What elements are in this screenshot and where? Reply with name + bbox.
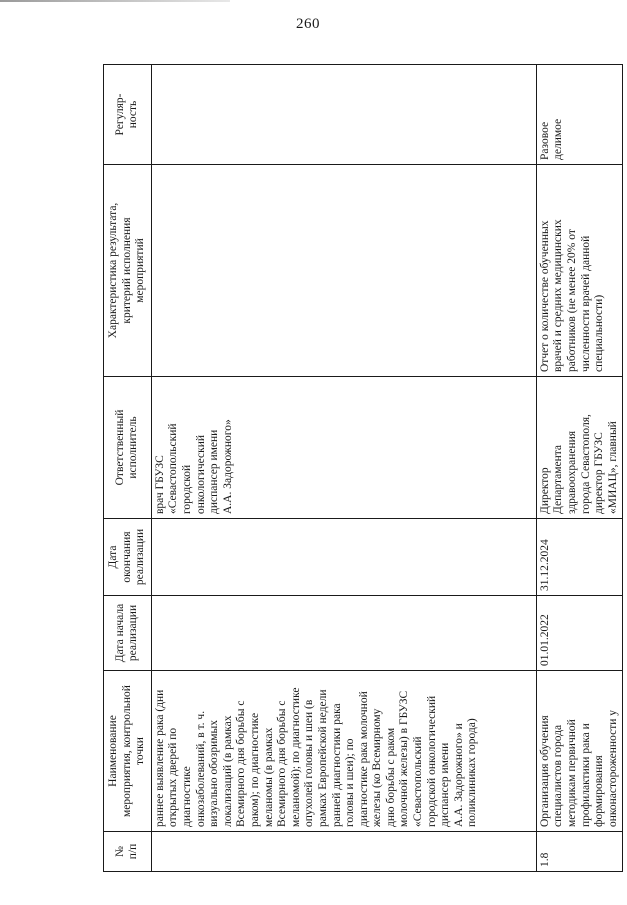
table-row bbox=[151, 65, 536, 872]
cell-num bbox=[151, 832, 536, 872]
cell-executor: Директор Департамента здравоохранения города Севастополя, директор ГБУЗС «МИАЦ», главный bbox=[536, 377, 623, 519]
table-row bbox=[536, 65, 623, 872]
cell-regularity: Разовое делимое bbox=[536, 65, 623, 165]
cell-result bbox=[151, 165, 536, 377]
cell-name: раннее выявление рака (дни открытых дверей по диагностике онкозаболеваний, в т. ч. визуально обозримых локализаций (в рамках Всемирного дня борьбы с раком); по диагностике меланомы (в рамках Всемирного дня борьбы с меланомой); по диагностике опухолей головы и шеи (в рамках Европейской недели ранней диагностики рака головы и шеи); по диагностике рака молочной железы (ко Всемирному дню борьбы с раком молочной железы) в ГБУЗС «Севастопольский городской онкологический диспансер имени А.А. Задорожного» и поликлиниках города) bbox=[151, 671, 536, 832]
header-executor: Ответственный исполнитель bbox=[104, 377, 152, 519]
cell-end-date bbox=[151, 519, 536, 596]
header-end-date: Дата окончания реализации bbox=[104, 519, 152, 596]
header-result: Характеристика результата, критерий исполнения мероприятий bbox=[104, 165, 152, 377]
cell-executor: врач ГБУЗС «Севастопольский городской онкологический диспансер имени А.А. Задорожного» bbox=[151, 377, 536, 519]
header-start-date: Дата начала реализации bbox=[104, 596, 152, 671]
cell-name: Организация обучения специалистов города методикам первичной профилактики рака и формирования онконастороженности у bbox=[536, 671, 623, 832]
rotated-table-container bbox=[103, 65, 619, 872]
cell-start-date bbox=[151, 596, 536, 671]
cell-result: Отчет о количестве обученных врачей и средних медицинских работников (не менее 20% от численности врачей данной специальности) bbox=[536, 165, 623, 377]
page-number: 260 bbox=[296, 16, 320, 32]
header-num: № п/п bbox=[104, 832, 152, 872]
cell-end-date: 31.12.2024 bbox=[536, 519, 623, 596]
cell-regularity bbox=[151, 65, 536, 165]
scan-edge-artifact bbox=[0, 0, 230, 2]
events-table bbox=[103, 64, 623, 872]
cell-num: 1.8 bbox=[536, 832, 623, 872]
header-regularity: Регуляр- ность bbox=[104, 65, 152, 165]
cell-start-date: 01.01.2022 bbox=[536, 596, 623, 671]
table-header-row bbox=[104, 65, 152, 872]
header-name: Наименование мероприятия, контрольной точки bbox=[104, 671, 152, 832]
